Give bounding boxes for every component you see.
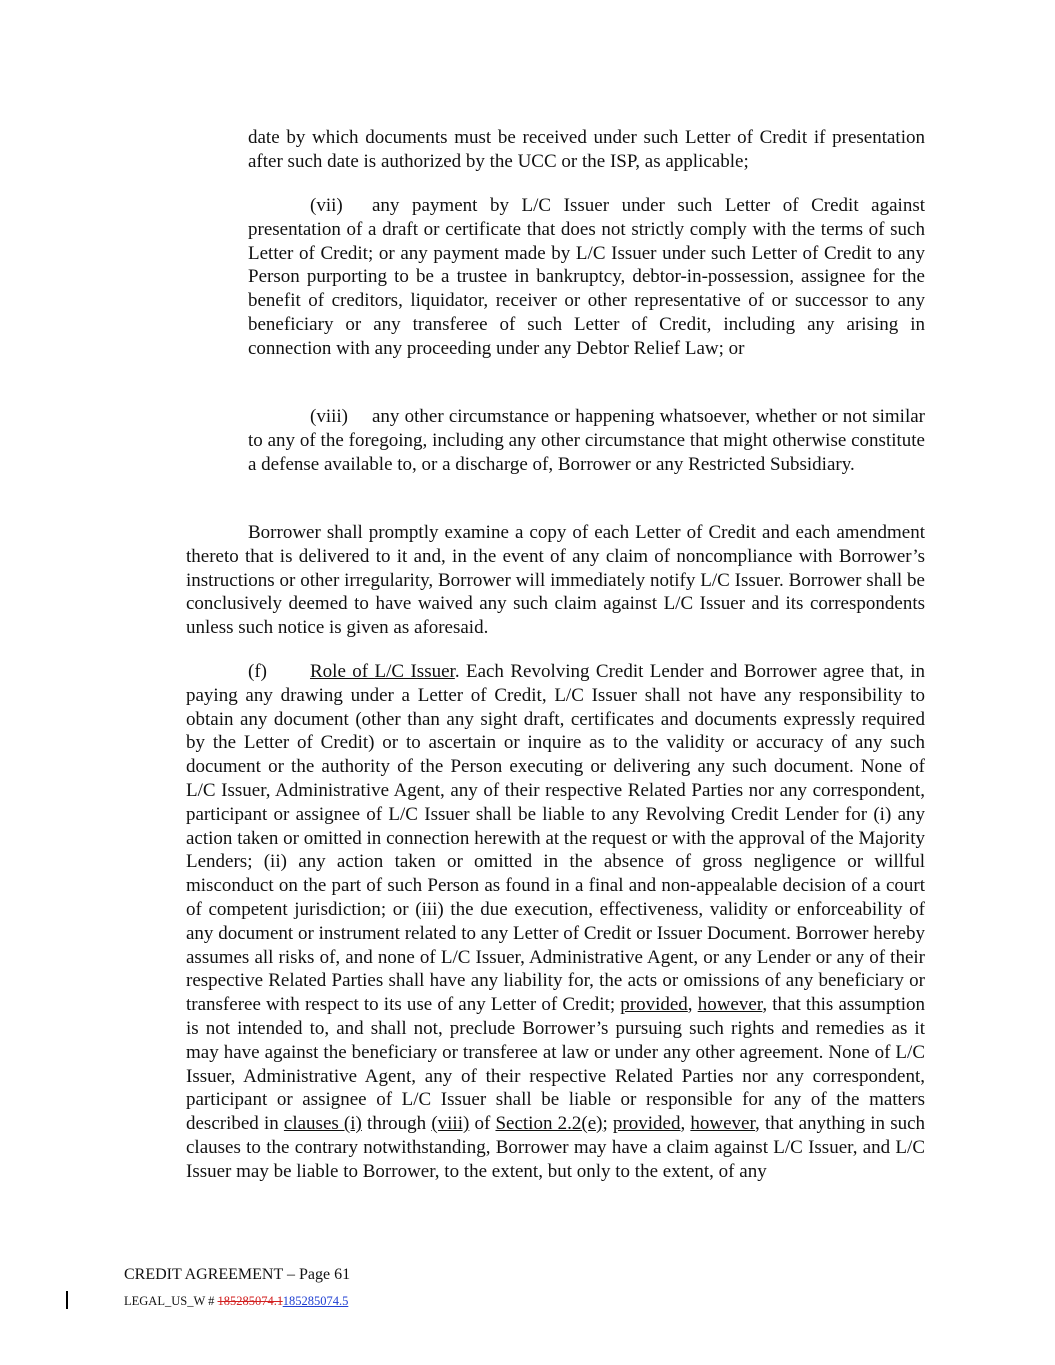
- section-f-text-1: . Each Revolving Credit Lender and Borrower agree that, in paying any drawing under a Letter of Credit, L/C Issuer shall not have any responsibility to obtain any document (other than any sight draft, certificates and documents expressly required by the Letter of Credit) or to ascertain or inquire as to the validity or accuracy of any such document or the authority of the Person executing or delivering any such document. None of L/C Issuer, Administrative Agent, any of their respective Related Parties nor any correspondent, participant or assignee of L/C Issuer shall be liable to any Revolving Credit Lender for (i) any action taken or omitted in connection herewith at the request or with the approval of the Majority Lenders; (ii) any action taken or omitted in the absence of gross negligence or willful misconduct on the part of such Person as found in a final and non-appealable decision of a court of competent jurisdiction; or (iii) the due execution, effectiveness, validity or enforceability of any document or instrument related to any Letter of Credit or Issuer Document. Borrower hereby assumes all risks of, and none of L/C Issuer, Administrative Agent, or any Lender or any of their respective Related Parties shall have any liability for, the acts or omissions of any beneficiary or transferee with respect to its use of any Letter of Credit;: [186, 661, 925, 1016]
- doc-id-inserted: 185285074.5: [282, 1294, 349, 1308]
- change-bar: [66, 1291, 68, 1309]
- footer-page-label: CREDIT AGREEMENT – Page 61: [124, 1266, 351, 1283]
- provided-term-1: provided: [620, 994, 688, 1016]
- however-term-1: however: [697, 994, 763, 1016]
- section-f-text-3: , that anything in such clauses to the contrary notwithstanding, Borrower may have a claim against L/C Issuer, and L/C Issuer may be liable to Borrower, to the extent, but only to the extent, of any: [186, 1113, 926, 1182]
- paragraph-continuation: [248, 126, 925, 174]
- borrower-examine-text: Borrower shall promptly examine a copy of each Letter of Credit and each amendment thereto that is delivered to it and, in the event of any claim of noncompliance with Borrower’s instructions or other irregularity, Borrower will immediately notify L/C Issuer. Borrower shall be conclusively deemed to have waived any such claim against L/C Issuer and its correspondents unless such notice is given as aforesaid.: [186, 522, 925, 639]
- clause-viii-text: any other circumstance or happening whatsoever, whether or not similar to any of the foregoing, including any other circumstance that might otherwise constitute a defense available to, or a discharge of, Borrower or any Restricted Subsidiary.: [248, 406, 925, 475]
- paragraph-vii: [248, 194, 925, 361]
- of-text: of: [469, 1113, 496, 1135]
- clause-vii-label: (vii): [310, 195, 343, 216]
- continuation-text: date by which documents must be received under such Letter of Credit if presentation after such date is authorized by the UCC or the ISP, as applicable;: [248, 127, 925, 172]
- doc-id-deleted: 185285074.1: [217, 1294, 283, 1308]
- clause-viii-reference: (viii): [431, 1113, 470, 1135]
- paragraph-borrower-examine: [186, 521, 925, 640]
- however-term-2: however: [690, 1113, 756, 1135]
- comma-1: ,: [687, 994, 698, 1016]
- section-f-text-2: , that this assumption is not intended to, and shall not, preclude Borrower’s pursuing such rights and remedies as it may have against the beneficiary or transferee at law or under any other agreement. None of L/C Issuer, Administrative Agent, any of their respective Related Parties nor any correspondent, participant or assignee of L/C Issuer shall be liable or responsible for any of the matters described in: [186, 994, 926, 1135]
- clauses-reference: clauses (i): [283, 1113, 362, 1135]
- section-f-heading: Role of L/C Issuer: [310, 661, 455, 682]
- semicolon-text: ;: [602, 1113, 613, 1135]
- clause-viii-label: (viii): [310, 406, 348, 427]
- clause-vii-text: any payment by L/C Issuer under such Letter of Credit against presentation of a draft or certificate that does not strictly comply with the terms of such Letter of Credit; or any payment made by L/C Issuer under such Letter of Credit to any Person purporting to be a trustee in bankruptcy, debtor-in-possession, assignee for the benefit of creditors, liquidator, receiver or other representative of or successor to any beneficiary or any transferee of such Letter of Credit, including any arising in connection with any proceeding under any Debtor Relief Law; or: [248, 195, 925, 359]
- paragraph-viii: [248, 405, 925, 476]
- paragraph-f-role-of-lc-issuer: [186, 660, 925, 1184]
- footer-document-id: [124, 1293, 348, 1309]
- section-f-label: (f): [248, 661, 267, 682]
- doc-id-prefix: LEGAL_US_W #: [124, 1294, 218, 1308]
- comma-2: ,: [680, 1113, 691, 1135]
- through-text: through: [361, 1113, 432, 1135]
- section-reference: Section 2.2(e): [495, 1113, 603, 1135]
- provided-term-2: provided: [612, 1113, 681, 1135]
